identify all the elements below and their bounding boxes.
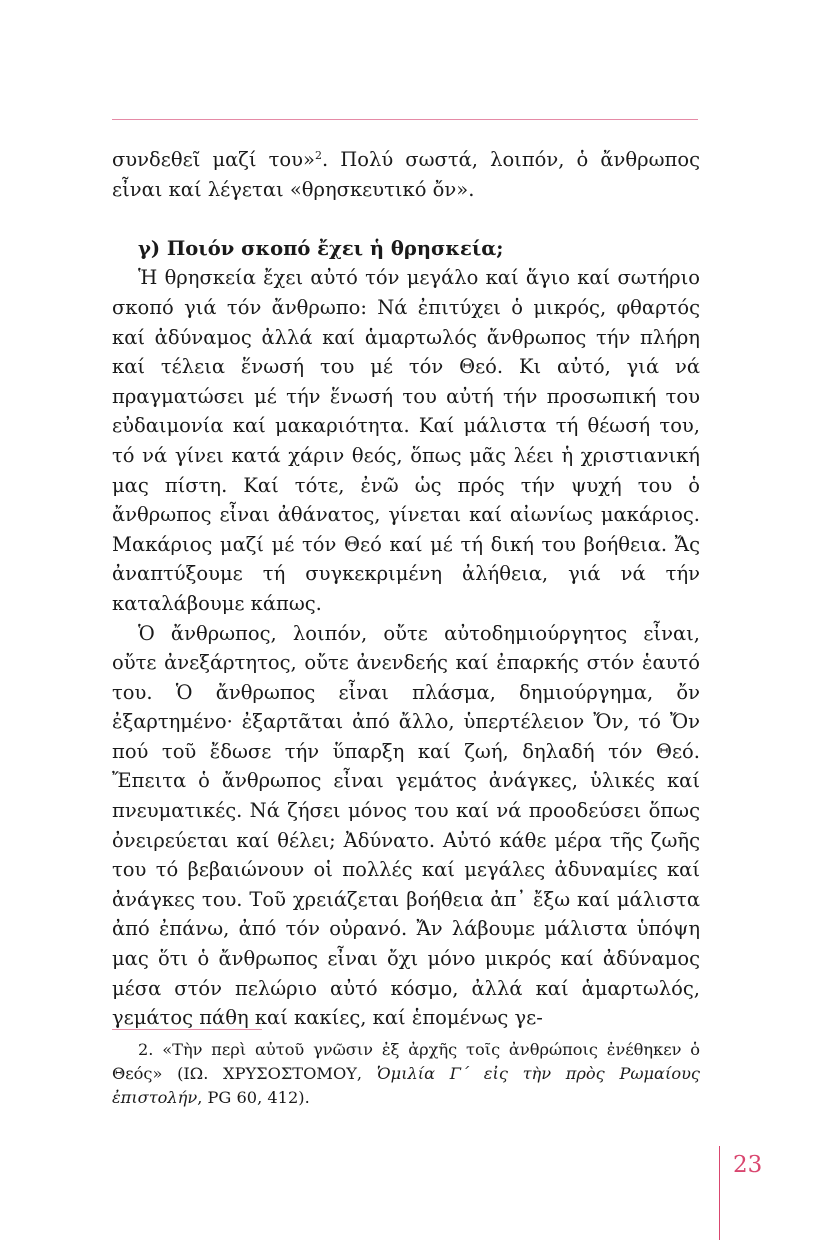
- footnote-rule: [112, 1029, 262, 1030]
- footnote: [112, 1038, 700, 1110]
- footnote-quote: «Τὴν περὶ αὐτοῦ γνῶσιν ἐξ ἀρχῆς τοῖς ἀνθρώποις ἐνέθηκεν ὁ Θεός»: [112, 1040, 700, 1083]
- footnote-number: 2.: [138, 1040, 154, 1059]
- page-number: 23: [733, 1152, 763, 1178]
- opening-text: συνδεθεῖ μαζί του»: [112, 148, 315, 171]
- opening-paragraph: [112, 145, 700, 204]
- paragraph-2: Ἡ θρησκεία ἔχει αὐτό τόν μεγάλο καί ἅγιο καί σωτήριο σκοπό γιά τόν ἄνθρωπο: Νά ἐπιτύχει ὁ μικρός, φθαρτός καί ἀδύναμος ἀλλά καί ἁμαρτωλός ἄνθρωπος τήν πλήρη καί τέλεια ἕνωσή του μέ τόν Θεό. Κι αὐτό, γιά νά πραγματώσει μέ τήν ἕνωσή του αὐτή τήν προσωπική του εὐδαιμονία καί μακαριότητα. Καί μάλιστα τή θέωσή του, τό νά γίνει κατά χάριν θεός, ὅπως μᾶς λέει ἡ χριστιανική μας πίστη. Καί τότε, ἐνῶ ὡς πρός τήν ψυχή του ὁ ἄνθρωπος εἶναι ἀθάνατος, γίνεται καί αἰωνίως μακάριος. Μακάριος μαζί μέ τόν Θεό καί μέ τή δική του βοήθεια. Ἄς ἀναπτύξουμε τή συγκεκριμένη ἀλήθεια, γιά νά τήν καταλάβουμε κάπως.: [112, 266, 700, 615]
- footnote-source-open: (ΙΩ. ΧΡΥΣΟΣΤΟΜΟΥ,: [177, 1064, 363, 1083]
- footnote-source-title: Ὁμιλία Γ΄ εἰς τὴν πρὸς Ρωμαίους ἐπιστολήν: [112, 1064, 700, 1107]
- footnote-reference[interactable]: 2: [314, 149, 322, 162]
- page-number-rule: [719, 1146, 720, 1240]
- main-text: [112, 145, 700, 1033]
- paragraph-3: Ὁ ἄνθρωπος, λοιπόν, οὔτε αὐτοδημιούργητος εἶναι, οὔτε ἀνεξάρτητος, οὔτε ἀνενδεής καί ἐπαρκής στόν ἑαυτό του. Ὁ ἄνθρωπος εἶναι πλάσμα, δημιούργημα, ὄν ἐξαρτημένο· ἐξαρτᾶται ἀπό ἄλλο, ὑπερτέλειον Ὄν, τό Ὄν πού τοῦ ἔδωσε τήν ὕπαρξη καί ζωή, δηλαδή τόν Θεό. Ἔπειτα ὁ ἄνθρωπος εἶναι γεμάτος ἀνάγκες, ὑλικές καί πνευματικές. Νά ζήσει μόνος του καί νά προοδεύσει ὅπως ὀνειρεύεται καί θέλει; Ἀδύνατο. Αὐτό κάθε μέρα τῆς ζωῆς του τό βεβαιώνουν οἱ πολλές καί μεγάλες ἀδυναμίες καί ἀνάγκες του. Τοῦ χρειάζεται βοήθεια ἀπ᾿ ἔξω καί μάλιστα ἀπό ἐπάνω, ἀπό τόν οὐρανό. Ἄν λάβουμε μάλιστα ὑπόψη μας ὅτι ὁ ἄνθρωπος εἶναι ὄχι μόνο μικρός καί ἀδύναμος μέσα στόν πελώριο αὐτό κόσμο, ἀλλά καί ἁμαρτωλός, γεμάτος πάθη καί κακίες, καί ἑπομένως γε-: [112, 621, 700, 1030]
- footnote-source-ref: , PG 60, 412).: [197, 1088, 310, 1107]
- section-heading: γ) Ποιόν σκοπό ἔχει ἡ θρησκεία;: [138, 236, 504, 260]
- section-gap: [112, 204, 700, 234]
- opening-text-rest: . Πολύ σωστά, λοιπόν, ὁ ἄνθρωπος εἶναι καί λέγεται «θρησκευτικό ὄν».: [112, 148, 700, 201]
- header-rule: [112, 119, 698, 120]
